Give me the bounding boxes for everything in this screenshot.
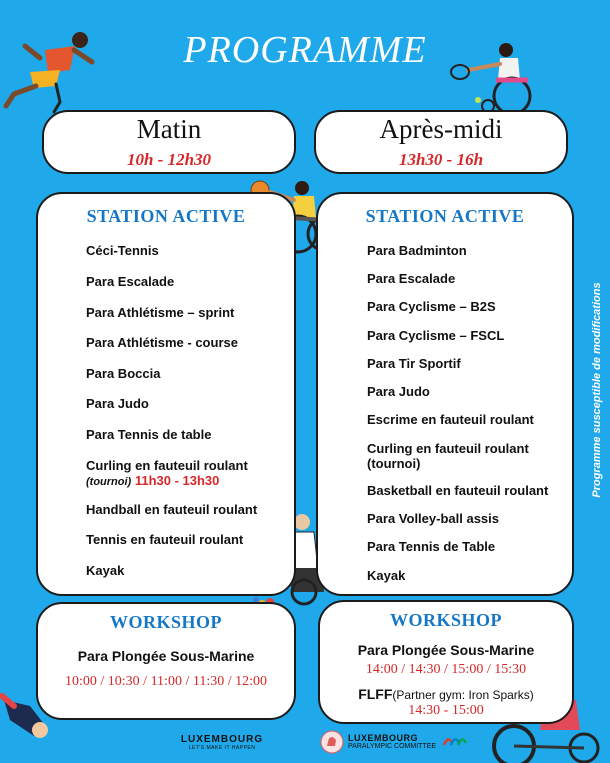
morning-time: 10h - 12h30 bbox=[126, 150, 212, 169]
morning-activity: Kayak bbox=[86, 563, 125, 578]
morning-workshop-activity: Para Plongée Sous-Marine bbox=[77, 648, 255, 664]
afternoon-workshop-title: WORKSHOP bbox=[389, 610, 502, 630]
morning-activity: Para Escalade bbox=[86, 274, 175, 289]
paralympic-committee-logo bbox=[318, 730, 468, 754]
morning-activity: Para Judo bbox=[86, 396, 149, 411]
morning-workshop-times: 10:00 / 10:30 / 11:00 / 11:30 / 12:00 bbox=[65, 674, 267, 689]
paralympic-logo-sub: PARALYMPIC COMMITTEE bbox=[348, 743, 437, 750]
afternoon-activity: Para Volley-ball assis bbox=[367, 511, 499, 526]
afternoon-label: Après-midi bbox=[379, 114, 503, 144]
flff-line bbox=[320, 686, 572, 704]
disclaimer-note: Programme susceptible de modifications bbox=[591, 282, 603, 498]
afternoon-activity: Para Cyclisme – B2S bbox=[367, 299, 496, 314]
morning-label: Matin bbox=[136, 114, 202, 144]
afternoon-activity: Para Cyclisme – FSCL bbox=[367, 328, 505, 343]
afternoon-activity: Para Tennis de Table bbox=[367, 539, 496, 554]
luxembourg-logo-tagline: LET'S MAKE IT HAPPEN bbox=[188, 745, 256, 751]
morning-activity: Tennis en fauteuil roulant bbox=[86, 532, 244, 547]
morning-activity: Curling en fauteuil roulant bbox=[86, 458, 248, 473]
morning-curling-detail bbox=[86, 473, 219, 490]
luxembourg-logo-text: LUXEMBOURG bbox=[180, 734, 264, 745]
flff-note: (Partner gym: Iron Sparks) bbox=[392, 688, 534, 702]
afternoon-activity: Para Tir Sportif bbox=[367, 356, 461, 371]
afternoon-workshop-card bbox=[318, 600, 574, 724]
afternoon-workshop-activity: Para Plongée Sous-Marine bbox=[357, 642, 535, 658]
afternoon-station-title: STATION ACTIVE bbox=[365, 206, 525, 226]
curling-note: (tournoi) bbox=[86, 476, 132, 488]
morning-station-card bbox=[36, 192, 296, 596]
afternoon-activity: Para Escalade bbox=[367, 271, 456, 286]
morning-station-title: STATION ACTIVE bbox=[86, 206, 246, 226]
morning-activity: Para Athlétisme - course bbox=[86, 335, 238, 350]
afternoon-header-card bbox=[314, 110, 568, 174]
afternoon-activity: Para Badminton bbox=[367, 243, 467, 258]
agitos-icon bbox=[442, 733, 468, 751]
afternoon-activity: Curling en fauteuil roulant bbox=[367, 441, 529, 456]
afternoon-activity: Basketball en fauteuil roulant bbox=[367, 483, 549, 498]
afternoon-activity: Para Judo bbox=[367, 384, 430, 399]
morning-activity: Para Boccia bbox=[86, 366, 161, 381]
morning-workshop-title: WORKSHOP bbox=[109, 612, 222, 632]
afternoon-activity: Kayak bbox=[367, 568, 406, 583]
afternoon-station-card bbox=[316, 192, 574, 596]
morning-activity: Céci-Tennis bbox=[86, 243, 159, 258]
morning-activity: Para Tennis de table bbox=[86, 427, 212, 442]
afternoon-time: 13h30 - 16h bbox=[398, 150, 484, 169]
afternoon-activity: Escrime en fauteuil roulant bbox=[367, 412, 534, 427]
tennis-wheelchair-illustration bbox=[448, 40, 548, 116]
morning-activity: Para Athlétisme – sprint bbox=[86, 305, 235, 320]
morning-header-card bbox=[42, 110, 296, 174]
paralympic-logo-text: LUXEMBOURG bbox=[348, 733, 418, 743]
afternoon-activity: (tournoi) bbox=[367, 456, 421, 471]
curling-time: 11h30 - 13h30 bbox=[134, 473, 220, 488]
page-title: PROGRAMME bbox=[183, 29, 427, 71]
runner-illustration bbox=[0, 28, 100, 114]
morning-activity: Handball en fauteuil roulant bbox=[86, 502, 258, 517]
flff-label: FLFF bbox=[358, 686, 393, 702]
afternoon-workshop-times: 14:00 / 14:30 / 15:00 / 15:30 bbox=[365, 662, 527, 677]
lion-emblem-icon bbox=[320, 730, 344, 754]
morning-workshop-card bbox=[36, 602, 296, 720]
flff-time: 14:30 - 15:00 bbox=[408, 703, 484, 718]
luxembourg-logo bbox=[172, 734, 272, 751]
